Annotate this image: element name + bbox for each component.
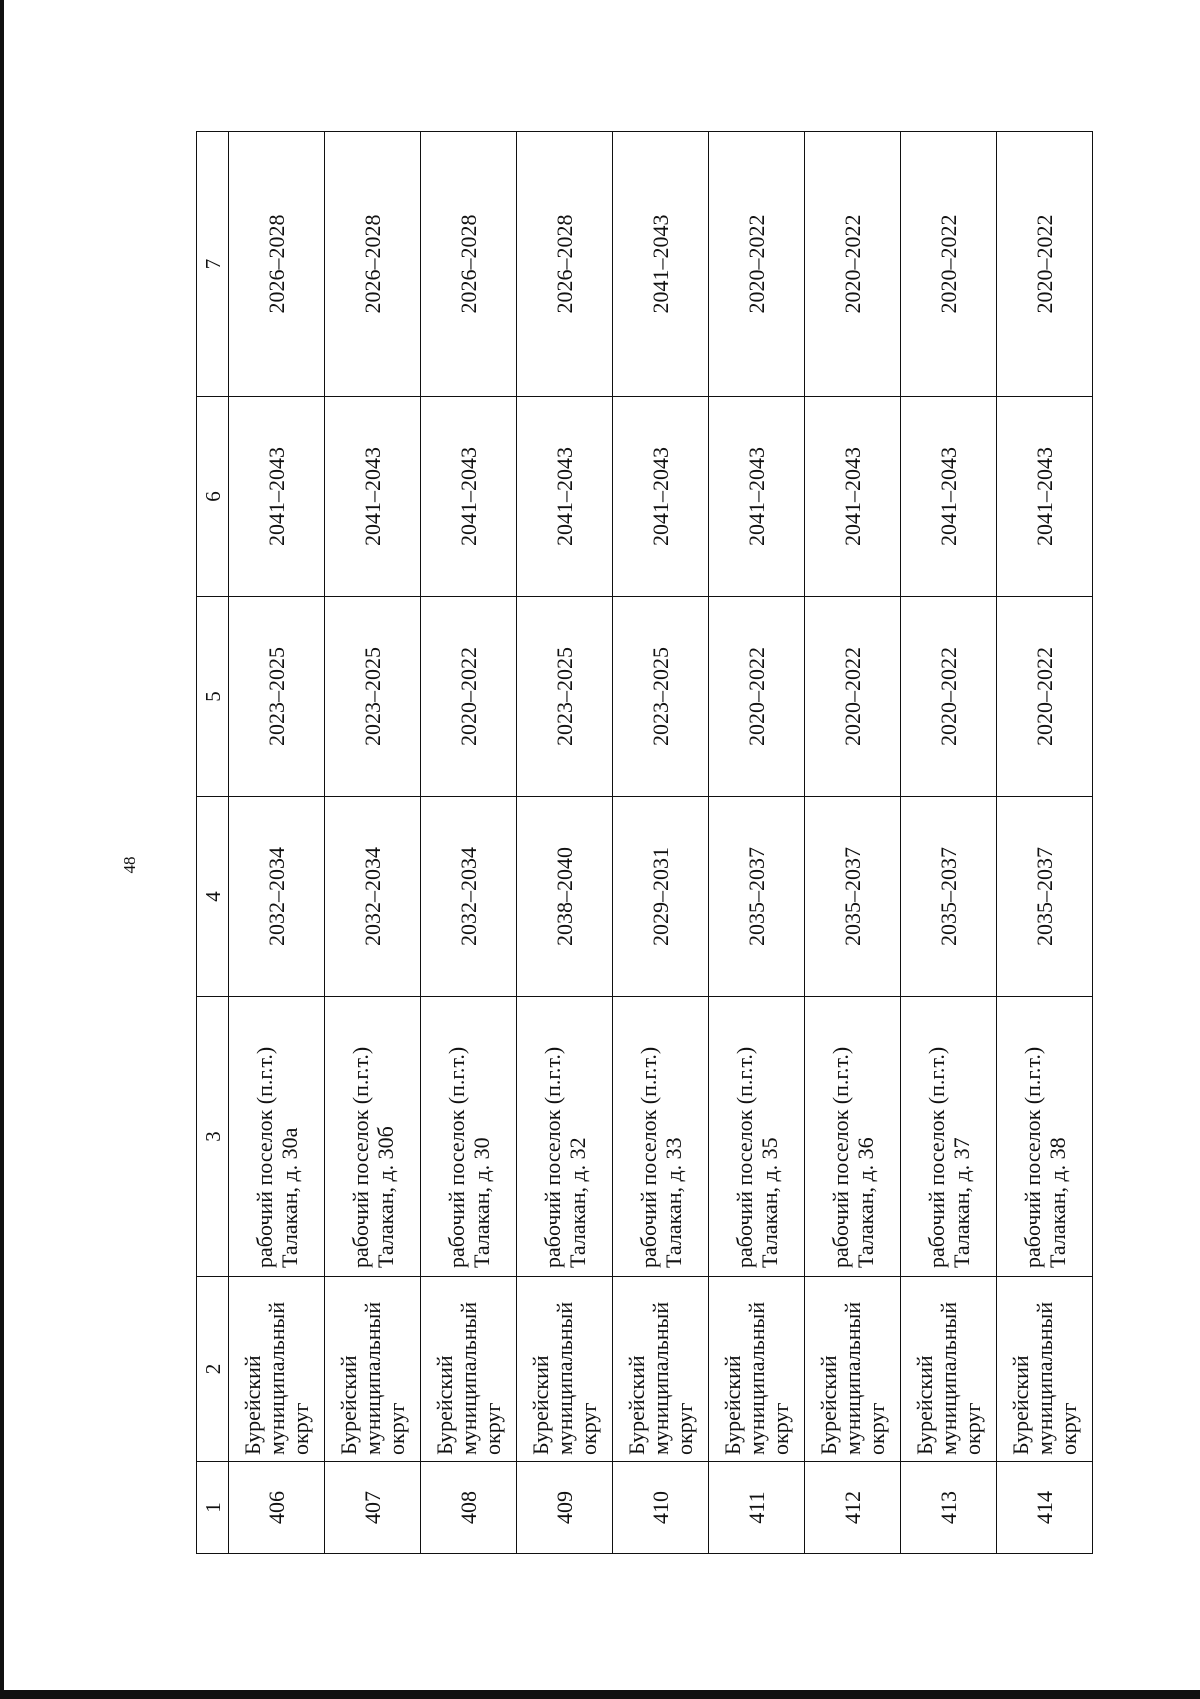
address-line: рабочий поселок (п.г.т.): [731, 1046, 757, 1268]
period-cell-col-6: 2041–2043: [997, 397, 1093, 597]
district-cell: [325, 1277, 421, 1462]
header-cell-6: 6: [197, 397, 229, 597]
district-line: Бурейский: [239, 1355, 265, 1455]
address-cell: [325, 997, 421, 1277]
district-cell: [805, 1277, 901, 1462]
address-line: Талакан, д. 33: [660, 1137, 686, 1268]
district-line: округ: [863, 1402, 889, 1455]
row-number-cell: 409: [517, 1462, 613, 1554]
schedule-table: [196, 131, 1093, 1554]
district-cell: [421, 1277, 517, 1462]
district-cell: [613, 1277, 709, 1462]
district-line: муниципальный: [1031, 1301, 1057, 1455]
period-cell-col-5: 2020–2022: [421, 597, 517, 797]
table-container: [196, 132, 1092, 1554]
header-cell-4: 4: [197, 797, 229, 997]
district-cell: [901, 1277, 997, 1462]
period-cell-col-5: 2020–2022: [997, 597, 1093, 797]
period-cell-col-4: 2032–2034: [229, 797, 325, 997]
district-line: Бурейский: [719, 1355, 745, 1455]
period-cell-col-5: 2023–2025: [613, 597, 709, 797]
district-line: муниципальный: [935, 1301, 961, 1455]
period-cell-col-6: 2041–2043: [229, 397, 325, 597]
district-line: Бурейский: [623, 1355, 649, 1455]
header-cell-7: 7: [197, 132, 229, 397]
address-line: рабочий поселок (п.г.т.): [443, 1046, 469, 1268]
period-cell-col-6: 2041–2043: [613, 397, 709, 597]
district-line: Бурейский: [1007, 1355, 1033, 1455]
period-cell-col-4: 2035–2037: [997, 797, 1093, 997]
period-cell-col-4: 2035–2037: [901, 797, 997, 997]
period-cell-col-4: 2029–2031: [613, 797, 709, 997]
row-number-cell: 412: [805, 1462, 901, 1554]
district-cell: [709, 1277, 805, 1462]
period-cell-col-4: 2038–2040: [517, 797, 613, 997]
district-line: Бурейский: [815, 1355, 841, 1455]
district-line: Бурейский: [911, 1355, 937, 1455]
table-row: [229, 132, 325, 1554]
period-cell-col-5: 2023–2025: [325, 597, 421, 797]
district-line: округ: [479, 1402, 505, 1455]
district-line: Бурейский: [335, 1355, 361, 1455]
table-body: [197, 132, 1093, 1554]
scan-edge-left: [0, 0, 4, 1699]
address-line: Талакан, д. 32: [564, 1137, 590, 1268]
address-cell: [229, 997, 325, 1277]
table-header-row: [197, 132, 229, 1554]
district-line: муниципальный: [551, 1301, 577, 1455]
address-line: рабочий поселок (п.г.т.): [539, 1046, 565, 1268]
period-cell-col-6: 2041–2043: [325, 397, 421, 597]
row-number-cell: 413: [901, 1462, 997, 1554]
period-cell-col-7: 2026–2028: [421, 132, 517, 397]
district-line: муниципальный: [263, 1301, 289, 1455]
header-cell-5: 5: [197, 597, 229, 797]
period-cell-col-4: 2032–2034: [421, 797, 517, 997]
header-cell-2: 2: [197, 1277, 229, 1462]
row-number-cell: 411: [709, 1462, 805, 1554]
scan-edge-bottom: [0, 1690, 1200, 1699]
period-cell-col-7: 2020–2022: [805, 132, 901, 397]
row-number-cell: 414: [997, 1462, 1093, 1554]
period-cell-col-7: 2020–2022: [997, 132, 1093, 397]
table-row: [613, 132, 709, 1554]
period-cell-col-6: 2041–2043: [517, 397, 613, 597]
district-line: муниципальный: [839, 1301, 865, 1455]
table-row: [805, 132, 901, 1554]
district-line: округ: [287, 1402, 313, 1455]
period-cell-col-5: 2020–2022: [709, 597, 805, 797]
row-number-cell: 406: [229, 1462, 325, 1554]
period-cell-col-7: 2026–2028: [229, 132, 325, 397]
district-line: муниципальный: [455, 1301, 481, 1455]
period-cell-col-7: 2020–2022: [901, 132, 997, 397]
address-line: рабочий поселок (п.г.т.): [923, 1046, 949, 1268]
period-cell-col-7: 2026–2028: [325, 132, 421, 397]
address-cell: [709, 997, 805, 1277]
address-line: Талакан, д. 35: [756, 1137, 782, 1268]
address-line: рабочий поселок (п.г.т.): [1019, 1046, 1045, 1268]
district-line: муниципальный: [359, 1301, 385, 1455]
district-line: округ: [1055, 1402, 1081, 1455]
district-line: Бурейский: [431, 1355, 457, 1455]
table-row: [325, 132, 421, 1554]
address-line: рабочий поселок (п.г.т.): [251, 1046, 277, 1268]
header-cell-1: 1: [197, 1462, 229, 1554]
rotated-table-frame: [196, 132, 1092, 1554]
address-cell: [421, 997, 517, 1277]
period-cell-col-4: 2032–2034: [325, 797, 421, 997]
table-row: [901, 132, 997, 1554]
address-line: рабочий поселок (п.г.т.): [635, 1046, 661, 1268]
address-line: Талакан, д. 30б: [372, 1126, 398, 1268]
period-cell-col-7: 2026–2028: [517, 132, 613, 397]
period-cell-col-6: 2041–2043: [901, 397, 997, 597]
period-cell-col-6: 2041–2043: [805, 397, 901, 597]
address-cell: [901, 997, 997, 1277]
address-cell: [997, 997, 1093, 1277]
district-line: округ: [959, 1402, 985, 1455]
row-number-cell: 410: [613, 1462, 709, 1554]
district-line: Бурейский: [527, 1355, 553, 1455]
address-line: Талакан, д. 36: [852, 1137, 878, 1268]
district-cell: [229, 1277, 325, 1462]
address-line: Талакан, д. 30: [468, 1137, 494, 1268]
period-cell-col-4: 2035–2037: [805, 797, 901, 997]
district-line: округ: [575, 1402, 601, 1455]
address-line: рабочий поселок (п.г.т.): [347, 1046, 373, 1268]
table-row: [421, 132, 517, 1554]
period-cell-col-7: 2020–2022: [709, 132, 805, 397]
address-line: Талакан, д. 38: [1044, 1137, 1070, 1268]
period-cell-col-5: 2023–2025: [517, 597, 613, 797]
district-line: округ: [383, 1402, 409, 1455]
period-cell-col-7: 2041–2043: [613, 132, 709, 397]
district-line: округ: [671, 1402, 697, 1455]
table-row: [997, 132, 1093, 1554]
header-cell-3: 3: [197, 997, 229, 1277]
district-cell: [997, 1277, 1093, 1462]
period-cell-col-5: 2020–2022: [805, 597, 901, 797]
row-number-cell: 407: [325, 1462, 421, 1554]
address-line: рабочий поселок (п.г.т.): [827, 1046, 853, 1268]
district-line: округ: [767, 1402, 793, 1455]
period-cell-col-5: 2023–2025: [229, 597, 325, 797]
table-row: [517, 132, 613, 1554]
period-cell-col-6: 2041–2043: [709, 397, 805, 597]
page-number: 48: [120, 856, 139, 874]
address-cell: [613, 997, 709, 1277]
address-line: Талакан, д. 30а: [276, 1127, 302, 1268]
period-cell-col-5: 2020–2022: [901, 597, 997, 797]
table-row: [709, 132, 805, 1554]
district-line: муниципальный: [647, 1301, 673, 1455]
address-cell: [805, 997, 901, 1277]
row-number-cell: 408: [421, 1462, 517, 1554]
address-line: Талакан, д. 37: [948, 1137, 974, 1268]
period-cell-col-4: 2035–2037: [709, 797, 805, 997]
address-cell: [517, 997, 613, 1277]
district-cell: [517, 1277, 613, 1462]
period-cell-col-6: 2041–2043: [421, 397, 517, 597]
district-line: муниципальный: [743, 1301, 769, 1455]
